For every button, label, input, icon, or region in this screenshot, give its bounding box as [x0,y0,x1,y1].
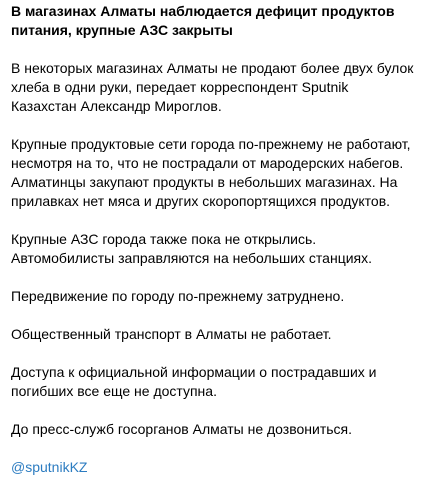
channel-handle-link[interactable]: @sputnikKZ [11,459,88,475]
post-headline: В магазинах Алматы наблюдается дефицит продуктов питания, крупные АЗС закрыты [11,3,395,38]
post-paragraph-2: Крупные продуктовые сети города по-прежнему не работают, несмотря на то, что не пострадали от мародерских набегов. Алматинцы закупают продукты в небольших магазинах. На прилавках нет мяса и других скоропортящихся продуктов. [11,136,411,209]
post-paragraph-1: В некоторых магазинах Алматы не продают более двух булок хлеба в одни руки, передает корреспондент Sputnik Казахстан Александр Мироглов. [11,60,414,114]
post-paragraph-4: Передвижение по городу по-прежнему затруднено. [11,288,345,304]
post-paragraph-5: Общественный транспорт в Алматы не работает. [11,326,332,342]
post-paragraph-3: Крупные АЗС города также пока не открылись. Автомобилисты заправляются на небольших станциях. [11,231,373,266]
post-paragraph-7: До пресс-служб госорганов Алматы не дозвониться. [11,421,353,437]
post-paragraph-6: Доступа к официальной информации о пострадавших и погибших все еще не доступна. [11,364,377,399]
